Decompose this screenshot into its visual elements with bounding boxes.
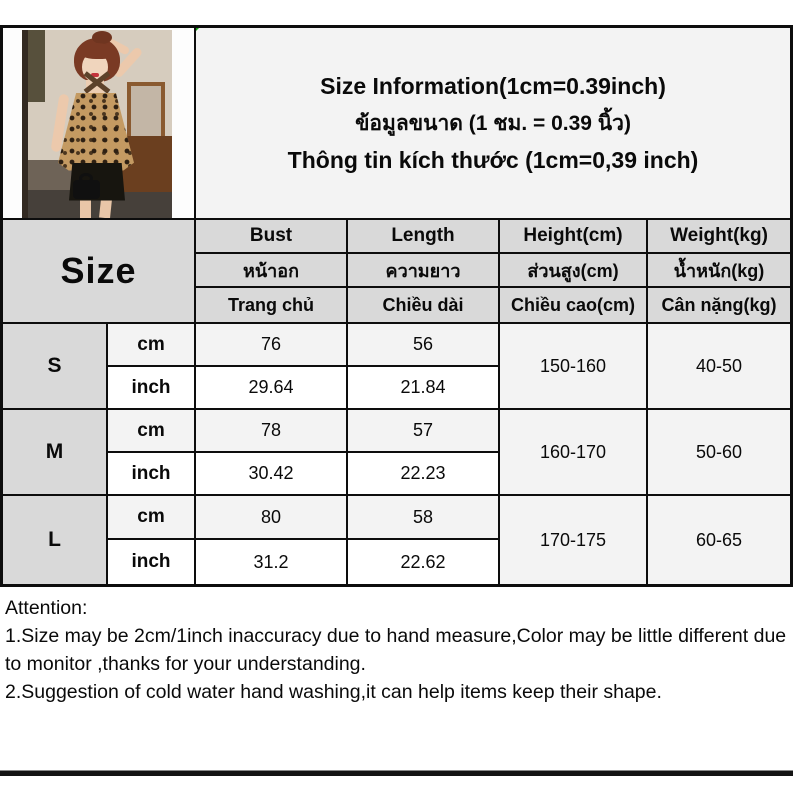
col-header-height-vi: Chiều cao(cm) (500, 288, 648, 324)
bottom-border-line (0, 770, 793, 776)
m-height-range: 160-170 (500, 410, 648, 496)
s-bust-inch: 29.64 (196, 367, 348, 410)
m-length-cm: 57 (348, 410, 500, 453)
col-header-length-th: ความยาว (348, 254, 500, 288)
l-bust-cm: 80 (196, 496, 348, 540)
attention-notes (0, 591, 798, 706)
col-header-length-vi: Chiều dài (348, 288, 500, 324)
black-handbag (73, 180, 100, 199)
col-header-height-th: ส่วนสูง(cm) (500, 254, 648, 288)
title-vietnamese: Thông tin kích thước (1cm=0,39 inch) (287, 146, 699, 173)
title-block (196, 28, 790, 220)
l-bust-inch: 31.2 (196, 540, 348, 584)
photo-mirror (127, 82, 165, 140)
unit-inch-label: inch (108, 540, 196, 584)
model-hair-bun (92, 31, 112, 44)
row-size-m: M (3, 410, 108, 496)
product-photo-cell (3, 28, 196, 220)
model-leg (99, 198, 112, 218)
col-header-bust-th: หน้าอก (196, 254, 348, 288)
m-length-inch: 22.23 (348, 453, 500, 496)
col-header-weight-th: น้ำหนัก(kg) (648, 254, 790, 288)
unit-cm-label: cm (108, 410, 196, 453)
attention-note-2: 2.Suggestion of cold water hand washing,it can help items keep their shape. (5, 681, 662, 703)
product-photo (22, 30, 172, 218)
m-bust-inch: 30.42 (196, 453, 348, 496)
row-size-s: S (3, 324, 108, 410)
col-header-height-en: Height(cm) (500, 220, 648, 254)
s-height-range: 150-160 (500, 324, 648, 410)
green-corner-marker-icon (196, 28, 206, 32)
l-height-range: 170-175 (500, 496, 648, 584)
unit-inch-label: inch (108, 367, 196, 410)
leopard-halter-top (58, 93, 134, 171)
attention-heading: Attention: (5, 597, 88, 619)
unit-inch-label: inch (108, 453, 196, 496)
l-length-cm: 58 (348, 496, 500, 540)
col-header-weight-en: Weight(kg) (648, 220, 790, 254)
attention-note-1: 1.Size may be 2cm/1inch inaccuracy due to hand measure,Color may be little different due to monitor ,thanks for your understanding. (5, 625, 787, 675)
row-size-l: L (3, 496, 108, 584)
s-bust-cm: 76 (196, 324, 348, 367)
s-weight-range: 40-50 (648, 324, 790, 410)
col-header-bust-en: Bust (196, 220, 348, 254)
unit-cm-label: cm (108, 324, 196, 367)
model-bangs (77, 43, 112, 59)
l-length-inch: 22.62 (348, 540, 500, 584)
size-table (0, 25, 793, 587)
photo-left-edge (22, 30, 28, 218)
m-weight-range: 50-60 (648, 410, 790, 496)
title-english: Size Information(1cm=0.39inch) (320, 72, 666, 99)
m-bust-cm: 78 (196, 410, 348, 453)
title-thai: ข้อมูลขนาด (1 ชม. = 0.39 นิ้ว) (355, 111, 631, 135)
col-header-weight-vi: Cân nặng(kg) (648, 288, 790, 324)
photo-door-panel (28, 30, 45, 102)
unit-cm-label: cm (108, 496, 196, 540)
s-length-inch: 21.84 (348, 367, 500, 410)
size-corner-header: Size (3, 220, 196, 324)
l-weight-range: 60-65 (648, 496, 790, 584)
col-header-length-en: Length (348, 220, 500, 254)
model-leg (80, 199, 91, 218)
s-length-cm: 56 (348, 324, 500, 367)
col-header-bust-vi: Trang chủ (196, 288, 348, 324)
